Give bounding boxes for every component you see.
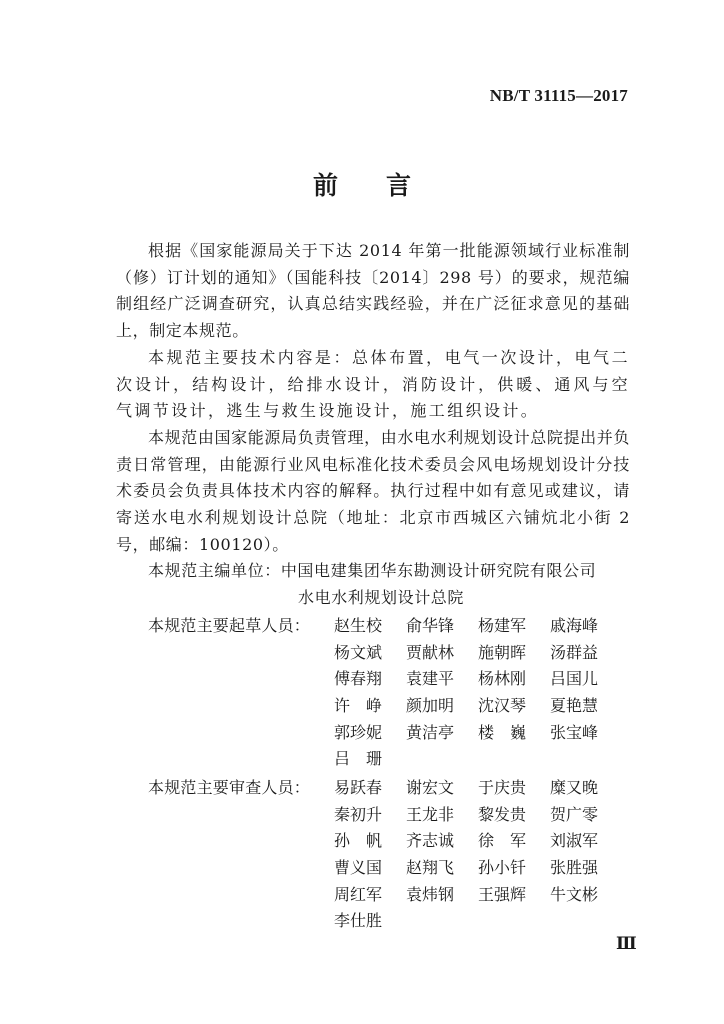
drafter-name: 黄洁亭: [406, 722, 455, 742]
reviewer-name: 秦初升: [334, 804, 383, 824]
paragraph-basis: 根据《国家能源局关于下达 2014 年第一批能源领域行业标准制（修）订计划的通知》（国能科技〔2014〕298 号）的要求，规范编制组经广泛调查研究，认真总结实践经验，并在广泛征求意见的基础上，制定本规范。: [116, 241, 630, 341]
paragraph-technical-content: 本规范主要技术内容是：总体布置，电气一次设计，电气二次设计，结构设计，给排水设计，消防设计，供暖、通风与空气调节设计，逃生与救生设施设计，施工组织设计。: [116, 347, 630, 421]
editor-units-row: [116, 558, 630, 585]
drafters-section: [116, 613, 630, 773]
reviewer-name: 贺广零: [550, 804, 599, 824]
drafters-list: [334, 613, 622, 773]
drafter-name: 杨文斌: [334, 642, 383, 662]
reviewer-name: 王强辉: [478, 884, 527, 904]
drafter-name: 施朝晖: [478, 642, 527, 662]
reviewer-name: 谢宏文: [406, 777, 455, 797]
drafter-name: 汤群益: [550, 642, 599, 662]
reviewer-name: 牛文彬: [550, 884, 599, 904]
reviewers-label: 本规范主要审查人员：: [148, 777, 311, 797]
drafter-name: 颜加明: [406, 695, 455, 715]
reviewer-name: 孙小钎: [478, 858, 527, 878]
reviewer-name: 糜又晚: [550, 777, 599, 797]
drafter-name: 袁建平: [406, 669, 455, 689]
drafters-label: 本规范主要起草人员：: [148, 615, 311, 635]
drafter-name: 杨林刚: [478, 669, 527, 689]
drafter-name: 张宝峰: [550, 722, 599, 742]
reviewer-name: 于庆贵: [478, 777, 527, 797]
editor-units-label: 本规范主编单位：: [148, 561, 281, 581]
reviewer-name: 袁炜钢: [406, 884, 455, 904]
drafter-name: 楼 巍: [478, 722, 527, 742]
reviewer-name: 王龙非: [406, 804, 455, 824]
drafter-name: 吕 珊: [334, 749, 383, 769]
drafter-name: 赵生校: [334, 615, 383, 635]
preface-body: [116, 238, 630, 935]
reviewer-name: 徐 军: [478, 831, 527, 851]
drafter-name: 杨建军: [478, 615, 527, 635]
drafter-name: 傅春翔: [334, 669, 383, 689]
paragraph-management: 本规范由国家能源局负责管理，由水电水利规划设计总院提出并负责日常管理，由能源行业风电标准化技术委员会风电场规划设计分技术委员会负责具体技术内容的解释。执行过程中如有意见或建议，请寄送水电水利规划设计总院（地址：北京市西城区六铺炕北小街 2 号，邮编：100120）。: [116, 427, 630, 554]
reviewer-name: 张胜强: [550, 858, 599, 878]
reviewer-name: 刘淑军: [550, 831, 599, 851]
drafter-name: 俞华锋: [406, 615, 455, 635]
page-number: Ⅲ: [616, 934, 636, 953]
reviewer-name: 孙 帆: [334, 831, 383, 851]
drafter-name: 吕国儿: [550, 669, 599, 689]
drafter-name: 许 峥: [334, 695, 383, 715]
drafter-name: 郭珍妮: [334, 722, 383, 742]
reviewer-name: 赵翔飞: [406, 858, 455, 878]
reviewer-name: 易跃春: [334, 777, 383, 797]
reviewer-name: 黎发贵: [478, 804, 527, 824]
editor-unit: 水电水利规划设计总院: [298, 588, 465, 608]
reviewer-name: 齐志诚: [406, 831, 455, 851]
reviewers-section: [116, 775, 630, 935]
drafter-name: 贾献林: [406, 642, 455, 662]
drafter-name: 夏艳慧: [550, 695, 599, 715]
drafter-name: 沈汉琴: [478, 695, 527, 715]
editor-unit: 中国电建集团华东勘测设计研究院有限公司: [280, 561, 597, 581]
reviewer-name: 李仕胜: [334, 911, 383, 931]
reviewer-name: 曹义国: [334, 858, 383, 878]
reviewers-list: [334, 775, 622, 935]
page-title: 前言: [312, 171, 459, 200]
drafter-name: 戚海峰: [550, 615, 599, 635]
reviewer-name: 周红军: [334, 884, 383, 904]
standard-code: NB/T 31115—2017: [489, 86, 628, 105]
